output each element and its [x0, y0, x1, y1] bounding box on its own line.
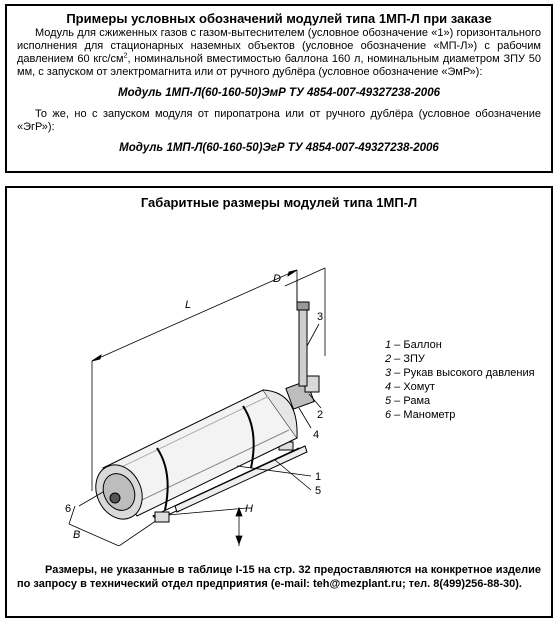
dimensions-title: Габаритные размеры модулей типа 1МП-Л [140, 195, 418, 210]
legend-item: 6 – Манометр [385, 409, 456, 421]
para1-part2: , номинальной вместимостью баллона 160 л, номинальным диаметром ЗПУ 50 мм, с запуском от электромагнита или от ручного дублёра (условное обозначение «ЭмР»): [17, 53, 541, 78]
legend-item: 2 – ЗПУ [385, 353, 425, 365]
frame-foot-front [155, 512, 169, 522]
legend-num: 3 [385, 367, 392, 379]
order-example-description-2: То же, но с запуском модуля от пиропатрона или от ручного дублёра (условное обозначение «ЭгР»): [17, 108, 541, 133]
callout-1: 1 [315, 471, 322, 483]
pressure-unit-superscript: 2 [123, 52, 128, 60]
designation-egr: Модуль 1МП-Л(60-160-50)ЭгР ТУ 4854-007-49327238-2006 [119, 142, 439, 154]
legend-num: 1 [385, 339, 392, 351]
order-examples-title: Примеры условных обозначений модулей типа 1МП-Л при заказе [66, 11, 492, 26]
designation-emr: Модуль 1МП-Л(60-160-50)ЭмР ТУ 4854-007-49327238-2006 [117, 87, 440, 99]
order-example-description-1 [17, 27, 541, 79]
dim-d-line [285, 268, 325, 286]
order-examples-panel [5, 4, 553, 173]
dim-label-d: D [273, 273, 281, 285]
para1-part1: Модуль для сжиженных газов с газом-вытеснителем (условное обозначение «1») горизонтального исполнения для стационарных наземных объектов (условное обозначение «МП-Л») с рабочим давлением 60 кгс/см [17, 27, 541, 65]
dim-label-l: L [185, 299, 192, 311]
legend-item: 1 – Баллон [385, 339, 442, 351]
callout-3: 3 [317, 311, 324, 323]
legend-item: 4 – Хомут [385, 381, 435, 393]
callout-6: 6 [65, 503, 72, 515]
legend-num: 2 [385, 353, 392, 365]
callout-5: 5 [315, 485, 322, 497]
dim-l-line [92, 270, 297, 361]
legend-num: 5 [385, 395, 392, 407]
cylinder [87, 390, 297, 527]
legend-num: 4 [385, 381, 392, 393]
legend-item: 3 – Рукав высокого давления [385, 367, 535, 379]
dim-label-h: H [245, 503, 253, 515]
legend-label: Рукав высокого давления [403, 367, 535, 379]
legend-label: Манометр [403, 409, 456, 421]
legend-item: 5 – Рама [385, 395, 431, 407]
parts-legend [385, 338, 535, 422]
dim-label-b: B [73, 529, 81, 541]
callout-2: 2 [317, 409, 324, 421]
hose [299, 308, 307, 386]
legend-label: Рама [403, 395, 431, 407]
valve-assembly [286, 302, 319, 409]
callout-4: 4 [313, 429, 320, 441]
legend-num: 6 [385, 409, 392, 421]
dimensions-footnote: Размеры, не указанные в таблице I-15 на стр. 32 предоставляются на конкретное изделие по запросу в технический отдел предприятия (e-mail: teh@mezplant.ru; тел. 8(499)256-88-30). [17, 564, 541, 590]
legend-label: ЗПУ [403, 353, 425, 365]
legend-label: Хомут [403, 381, 435, 393]
legend-label: Баллон [403, 339, 442, 351]
dimensions-panel [5, 186, 553, 618]
